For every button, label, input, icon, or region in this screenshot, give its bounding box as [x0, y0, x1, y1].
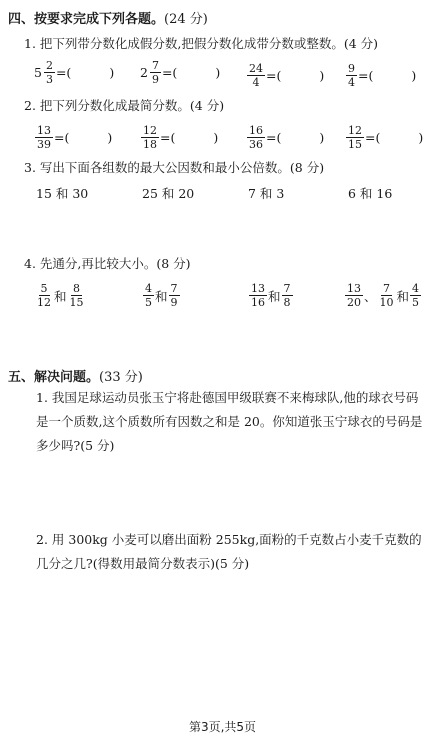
fraction-a [345, 283, 363, 308]
close-paren: ) [109, 65, 115, 80]
denominator: 5 [412, 296, 420, 309]
q4-item-4 [344, 280, 422, 308]
numerator: 8 [73, 282, 81, 295]
denominator: 5 [145, 296, 152, 309]
close-paren: ) [418, 130, 424, 145]
numerator: 7 [170, 282, 178, 295]
numerator: 7 [383, 282, 391, 295]
denominator: 4 [348, 76, 355, 89]
comma-separator: 、 [364, 288, 377, 304]
numerator: 12 [143, 124, 157, 137]
denominator: 36 [249, 138, 263, 151]
q2-item-4 [345, 122, 423, 150]
close-paren: ) [319, 68, 325, 83]
numerator: 4 [412, 282, 420, 295]
q1-item-2-fraction [150, 60, 161, 85]
q3-item-4: 6 和 16 [348, 186, 393, 201]
q2-item-2 [140, 122, 218, 150]
q3-points: (8 分) [289, 160, 325, 175]
q1-item-3-fraction [247, 63, 265, 88]
q2-points: (4 分) [189, 98, 225, 113]
problem-1-text: 1. 我国足球运动员张玉宁将赴德国甲级联赛不来梅球队,他的球衣号码是一个质数,这个质数所有因数之和是 20。你知道张玉宁球衣的号码是多少吗?(5 分) [36, 390, 423, 453]
q2-item-2-fraction [141, 125, 159, 150]
denominator: 39 [37, 138, 51, 151]
q1-item-1-whole: 5 [34, 65, 42, 80]
denominator: 8 [283, 296, 291, 309]
q1-item-3 [246, 60, 324, 88]
q2-text: 2. 把下列分数化成最简分数。 [24, 98, 190, 113]
close-paren: ) [215, 65, 221, 80]
numerator: 24 [249, 62, 263, 75]
q2-item-3-fraction [247, 125, 265, 150]
q4-item-1 [34, 280, 87, 308]
close-paren: ) [213, 130, 219, 145]
q3-item-1: 15 和 30 [36, 186, 89, 201]
he-word: 和 [54, 288, 67, 304]
page-footer: 第3页,共5页 [188, 720, 257, 734]
q1-item-4-fraction [346, 63, 357, 88]
section-4-points: (24 分) [164, 12, 208, 27]
numerator: 13 [37, 124, 51, 137]
numerator: 13 [347, 282, 361, 295]
q3-item-2: 25 和 20 [142, 186, 195, 201]
denominator: 18 [143, 138, 157, 151]
q1-item-4 [345, 60, 416, 88]
fraction-a [143, 283, 154, 308]
q1-points: (4 分) [343, 36, 379, 51]
section-5-title [8, 366, 143, 385]
fraction-b [68, 283, 86, 308]
q3-text: 3. 写出下面各组数的最大公因数和最小公倍数。 [24, 160, 290, 175]
equals-paren: =( [55, 65, 72, 80]
equals-paren: =( [160, 130, 176, 145]
he-word: 和 [396, 288, 410, 304]
denominator: 15 [348, 138, 362, 151]
section-5-points: (33 分) [99, 370, 143, 385]
fraction-b [378, 283, 396, 308]
numerator: 9 [348, 62, 355, 75]
q4-text: 4. 先通分,再比较大小。 [24, 256, 157, 271]
equals-paren: =( [54, 130, 70, 145]
close-paren: ) [107, 130, 113, 145]
q2-item-4-fraction [346, 125, 364, 150]
numerator: 5 [40, 282, 48, 295]
q1-item-2-whole: 2 [140, 65, 148, 80]
close-paren: ) [319, 130, 325, 145]
denominator: 20 [347, 296, 361, 309]
section-4-heading: 四、按要求完成下列各题。 [8, 12, 165, 27]
numerator: 13 [251, 282, 265, 295]
q1-item-2 [140, 60, 220, 85]
numerator: 4 [145, 282, 152, 295]
q2-prompt [24, 96, 224, 114]
he-word: 和 [268, 288, 281, 304]
numerator: 12 [348, 124, 362, 137]
equals-paren: =( [266, 68, 282, 83]
denominator: 10 [379, 296, 394, 309]
section-5-heading: 五、解决问题。 [8, 370, 100, 385]
section-4-title [8, 8, 208, 27]
denominator: 4 [252, 76, 260, 89]
q3-prompt [24, 158, 324, 176]
q4-item-2 [142, 280, 181, 308]
equals-paren: =( [161, 65, 178, 80]
equals-paren: =( [365, 130, 381, 145]
q2-item-1 [34, 122, 112, 150]
q2-item-1-fraction [35, 125, 53, 150]
denominator: 3 [45, 73, 53, 86]
equals-paren: =( [358, 68, 374, 83]
close-paren: ) [411, 68, 417, 83]
q4-item-3 [248, 280, 294, 308]
fraction-b [169, 283, 180, 308]
denominator: 9 [170, 296, 178, 309]
fraction-a [249, 283, 267, 308]
q4-prompt [24, 254, 191, 272]
problem-2-text: 2. 用 300kg 小麦可以磨出面粉 255kg,面粉的千克数占小麦千克数的几分之几?(得数用最简分数表示)(5 分) [36, 532, 422, 571]
denominator: 12 [37, 296, 51, 309]
denominator: 15 [69, 296, 84, 309]
numerator: 16 [249, 124, 263, 137]
numerator: 7 [283, 282, 291, 295]
he-word: 和 [155, 288, 168, 304]
fraction-c [410, 283, 421, 308]
q1-item-1 [34, 60, 114, 85]
q1-item-1-fraction [44, 60, 55, 85]
denominator: 16 [251, 296, 265, 309]
equals-paren: =( [266, 130, 282, 145]
denominator: 9 [151, 73, 159, 86]
numerator: 7 [151, 59, 159, 72]
q4-points: (8 分) [156, 256, 191, 271]
q2-item-3 [246, 122, 324, 150]
fraction-b [282, 283, 293, 308]
q1-prompt [24, 34, 378, 52]
fraction-a [35, 283, 53, 308]
q1-text: 1. 把下列带分数化成假分数,把假分数化成带分数或整数。 [24, 36, 344, 51]
q3-item-3: 7 和 3 [248, 186, 285, 201]
numerator: 2 [45, 59, 53, 72]
